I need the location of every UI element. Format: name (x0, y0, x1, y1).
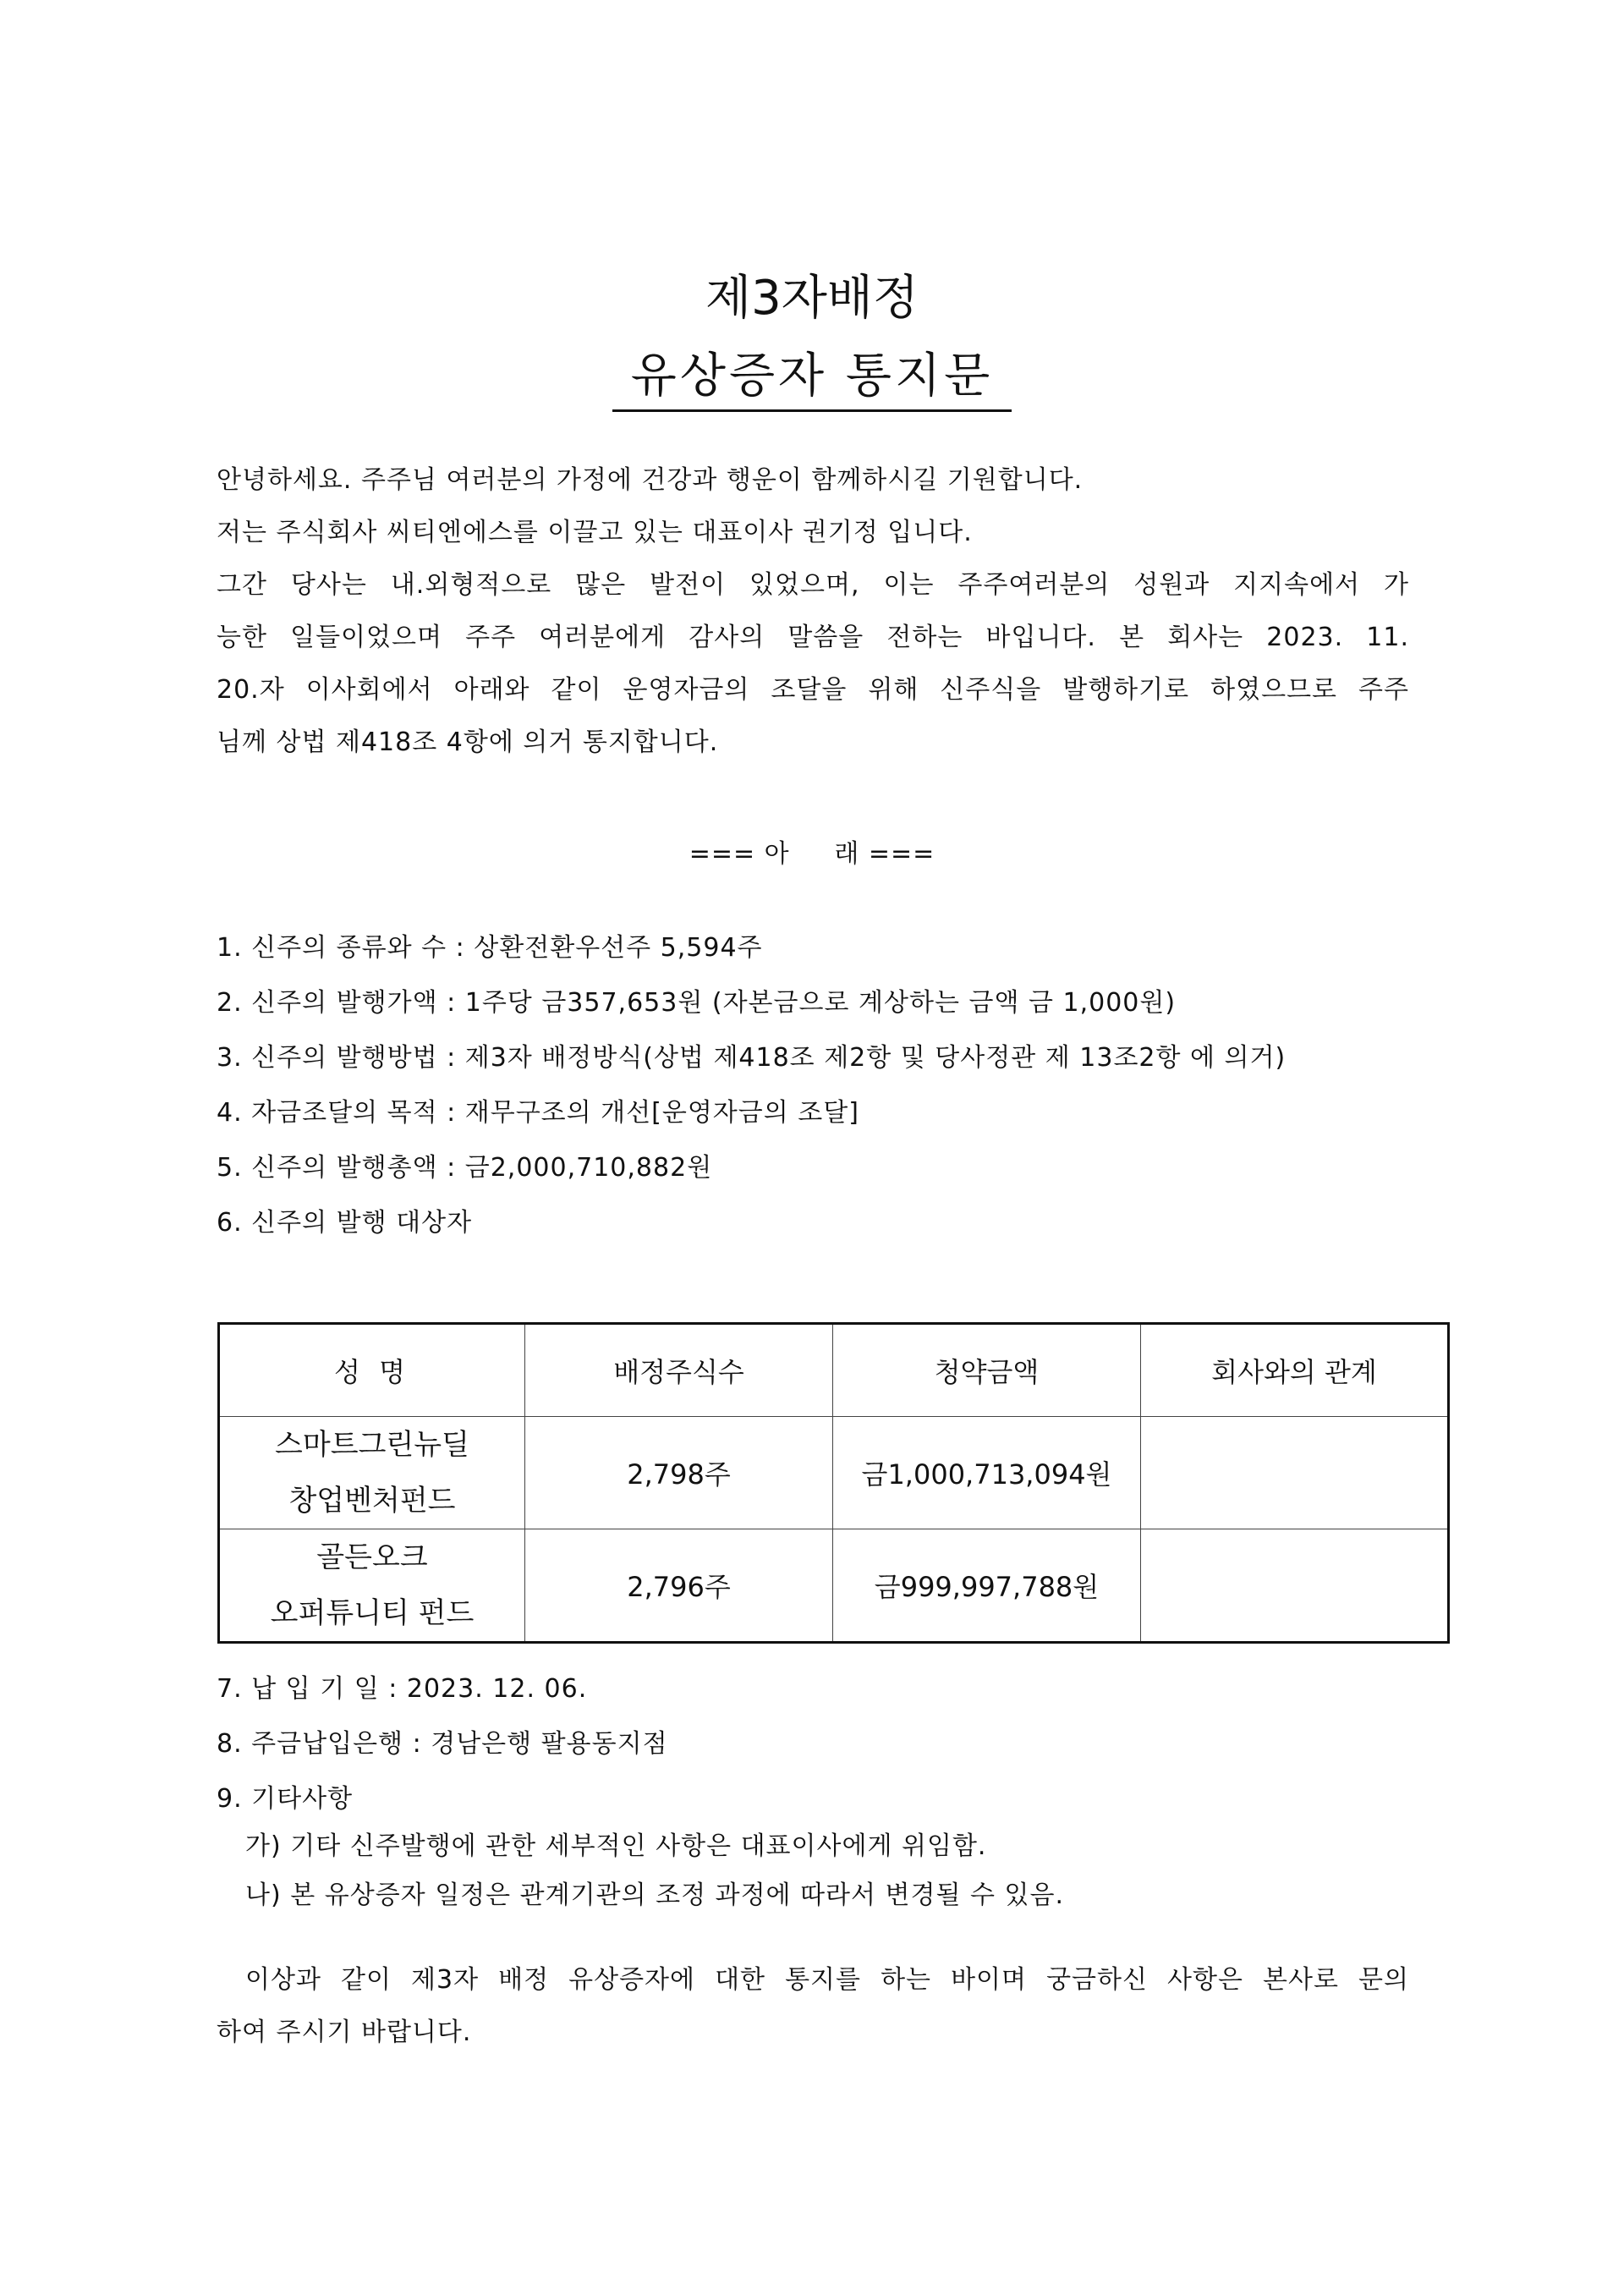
allottee-name-line: 오퍼튜니티 펀드 (270, 1596, 475, 1630)
list-item: 7. 납 입 기 일 : 2023. 12. 06. (217, 1674, 588, 1704)
intro-line: 20.자 이사회에서 아래와 같이 운영자금의 조달을 위해 신주식을 발행하기로 하였으므로 주주 (217, 675, 1409, 705)
column-header-shares: 배정주식수 (525, 1324, 833, 1417)
allotted-shares: 2,798주 (525, 1417, 833, 1529)
allottee-name (219, 1417, 525, 1529)
list-item: 5. 신주의 발행총액 : 금2,000,710,882원 (217, 1153, 713, 1183)
allottee-name-line: 창업벤처펀드 (288, 1484, 456, 1518)
section-heading (0, 837, 1624, 871)
allottee-name (219, 1529, 525, 1643)
intro-line: 님께 상법 제418조 4항에 의거 통지합니다. (217, 727, 719, 757)
list-item: 4. 자금조달의 목적 : 재무구조의 개선[운영자금의 조달] (217, 1098, 859, 1128)
intro-line: 저는 주식회사 씨티엔에스를 이끌고 있는 대표이사 권기정 입니다. (217, 518, 973, 547)
list-item: 9. 기타사항 (217, 1784, 354, 1814)
list-item: 1. 신주의 종류와 수 : 상환전환우선주 5,594주 (217, 933, 763, 963)
column-header-relation: 회사와의 관계 (1141, 1324, 1449, 1417)
allottee-name-line: 스마트그린뉴딜 (275, 1428, 469, 1462)
closing-paragraph (217, 1954, 1409, 2059)
allottee-name-line: 골든오크 (316, 1540, 428, 1574)
table-row (219, 1417, 1449, 1529)
sub-item: 나) 본 유상증자 일정은 관계기관의 조정 과정에 따라서 변경될 수 있음. (245, 1880, 1065, 1910)
list-item: 3. 신주의 발행방법 : 제3자 배정방식(상법 제418조 제2항 및 당사정관 제 13조2항 에 의거) (217, 1043, 1287, 1073)
sub-item: 가) 기타 신주발행에 관한 세부적인 사항은 대표이사에게 위임함. (245, 1831, 987, 1861)
allotted-shares: 2,796주 (525, 1529, 833, 1643)
section-heading-text: === 아 래 === (689, 839, 935, 869)
list-item: 6. 신주의 발행 대상자 (217, 1208, 473, 1238)
intro-line: 능한 일들이었으며 주주 여러분에게 감사의 말씀을 전하는 바입니다. 본 회사는 2023. 11. (217, 623, 1409, 652)
intro-line: 그간 당사는 내.외형적으로 많은 발전이 있었으며, 이는 주주여러분의 성원과 지지속에서 가 (217, 570, 1409, 600)
column-header-amount: 청약금액 (833, 1324, 1141, 1417)
list-item: 8. 주금납입은행 : 경남은행 팔용동지점 (217, 1729, 668, 1759)
subscription-amount: 금1,000,713,094원 (833, 1417, 1141, 1529)
document-title: 제3자배정 (705, 271, 919, 326)
document-subtitle (0, 347, 1624, 412)
closing-line: 이상과 같이 제3자 배정 유상증자에 대한 통지를 하는 바이며 궁금하신 사항은 본사로 문의 (245, 1965, 1409, 1995)
table-row (219, 1529, 1449, 1643)
company-relation (1141, 1417, 1449, 1529)
closing-line: 하여 주시기 바랍니다. (217, 2018, 472, 2047)
intro-paragraph (217, 454, 1409, 769)
document-subtitle-text: 유상증자 통지문 (612, 347, 1012, 412)
list-item: 2. 신주의 발행가액 : 1주당 금357,653원 (자본금으로 계상하는 금액 금 1,000원) (217, 988, 1177, 1018)
allocation-table (217, 1322, 1450, 1644)
intro-line: 안녕하세요. 주주님 여러분의 가정에 건강과 행운이 함께하시길 기원합니다. (217, 465, 1084, 495)
subscription-amount: 금999,997,788원 (833, 1529, 1141, 1643)
table-header-row (219, 1324, 1449, 1417)
company-relation (1141, 1529, 1449, 1643)
column-header-name: 성 명 (219, 1324, 525, 1417)
